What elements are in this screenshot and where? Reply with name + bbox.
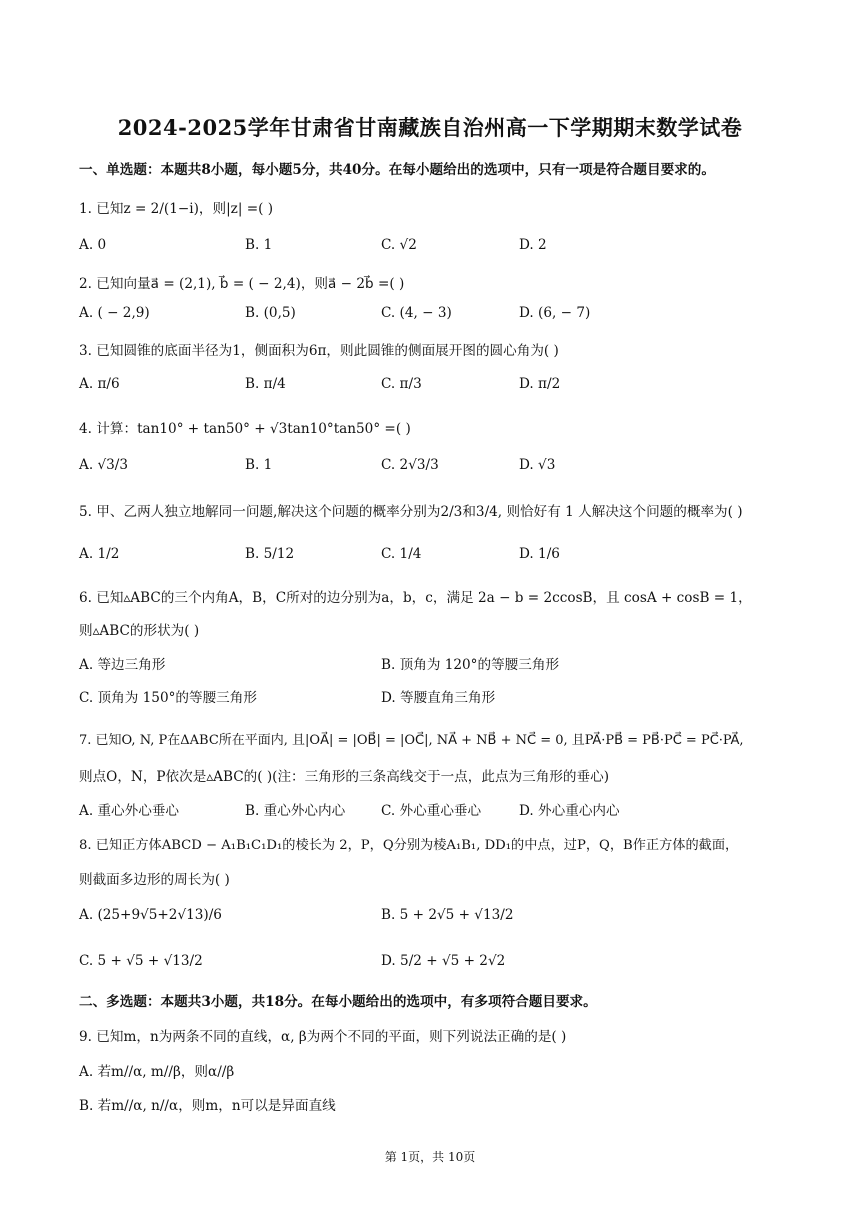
option-d: D. π/2 <box>519 376 561 392</box>
option-a: A. √3/3 <box>79 457 128 473</box>
option-b: B. 5/12 <box>245 546 295 562</box>
option-a: A. 1/2 <box>79 546 120 562</box>
option-d: D. 2 <box>519 237 547 253</box>
option-c: C. (4, − 3) <box>381 305 452 321</box>
option-d: D. (6, − 7) <box>519 305 591 321</box>
question-3-options <box>79 376 785 400</box>
option-a: A. π/6 <box>79 376 120 392</box>
question-8-options-row-1 <box>79 907 785 931</box>
option-c: C. 外心重心垂心 <box>381 803 482 819</box>
question-6-options-row-2 <box>79 686 785 710</box>
question-7-stem: 7. 已知O, N, P在ΔABC所在平面内, 且|OA⃗| = |OB⃗| = |OC⃗|, NA⃗ + NB⃗ + NC⃗ = 0, 且PA⃗·PB⃗ = PB⃗·PC⃗ = PC⃗·PA⃗, <box>79 733 744 748</box>
option-b: B. 顶角为 120°的等腰三角形 <box>381 657 560 673</box>
question-7-options <box>79 799 785 823</box>
option-c: C. 2√3/3 <box>381 457 439 473</box>
option-d: D. 5/2 + √5 + 2√2 <box>381 953 506 969</box>
question-9-option-a: A. 若m//α, m//β，则α//β <box>79 1064 235 1080</box>
option-c: C. π/3 <box>381 376 422 392</box>
question-4-options <box>79 457 785 481</box>
option-a: A. (25+9√5+2√13)/6 <box>79 907 222 923</box>
option-b: B. π/4 <box>245 376 286 392</box>
option-b: B. 1 <box>245 457 273 473</box>
option-a: A. 0 <box>79 237 107 253</box>
option-c: C. √2 <box>381 237 417 253</box>
option-d: D. 1/6 <box>519 546 560 562</box>
question-5-options <box>79 546 785 570</box>
option-a: A. ( − 2,9) <box>79 305 150 321</box>
option-c: C. 顶角为 150°的等腰三角形 <box>79 690 257 706</box>
question-9-stem: 9. 已知m，n为两条不同的直线，α, β为两个不同的平面，则下列说法正确的是( ) <box>79 1029 567 1045</box>
question-7-stem-continued: 则点O，N，P依次是▵ABC的( )(注：三角形的三条高线交于一点，此点为三角形的垂心) <box>79 769 610 785</box>
option-a: A. 等边三角形 <box>79 657 166 673</box>
option-c: C. 1/4 <box>381 546 422 562</box>
section-heading-multiple-choice: 二、多选题：本题共3小题，共18分。在每小题给出的选项中，有多项符合题目要求。 <box>79 994 597 1010</box>
section-heading-single-choice: 一、单选题：本题共8小题，每小题5分，共40分。在每小题给出的选项中，只有一项是符合题目要求的。 <box>79 162 715 178</box>
option-b: B. 1 <box>245 237 273 253</box>
question-4-stem: 4. 计算：tan10° + tan50° + √3tan10°tan50° =( ) <box>79 421 411 437</box>
question-6-stem: 6. 已知▵ABC的三个内角A，B，C所对的边分别为a，b，c，满足 2a − b = 2ccosB，且 cosA + cosB = 1， <box>79 590 752 606</box>
question-8-options-row-2 <box>79 953 785 977</box>
question-2-options <box>79 305 785 329</box>
question-3-stem: 3. 已知圆锥的底面半径为1，侧面积为6π，则此圆锥的侧面展开图的圆心角为( ) <box>79 343 559 359</box>
option-d: D. √3 <box>519 457 556 473</box>
question-8-stem: 8. 已知正方体ABCD − A₁B₁C₁D₁的棱长为 2，P，Q分别为棱A₁B₁, DD₁的中点，过P，Q，B作正方体的截面， <box>79 838 739 853</box>
option-b: B. 重心外心内心 <box>245 803 346 819</box>
page-title: 2024-2025学年甘肃省甘南藏族自治州高一下学期期末数学试卷 <box>117 115 743 140</box>
question-1-options <box>79 237 785 261</box>
question-2-stem: 2. 已知向量a⃗ = (2,1), b⃗ = ( − 2,4)，则a⃗ − 2b⃗ =( ) <box>79 276 405 292</box>
option-a: A. 重心外心垂心 <box>79 803 180 819</box>
option-d: D. 外心重心内心 <box>519 803 620 819</box>
option-b: B. 5 + 2√5 + √13/2 <box>381 907 514 923</box>
option-b: B. (0,5) <box>245 305 296 321</box>
question-5-stem: 5. 甲、乙两人独立地解同一问题,解决这个问题的概率分别为2/3和3/4, 则恰好有 1 人解决这个问题的概率为( ) <box>79 504 743 520</box>
question-6-stem-continued: 则▵ABC的形状为( ) <box>79 623 200 639</box>
page-footer: 第 1页，共 10页 <box>384 1150 476 1164</box>
option-d: D. 等腰直角三角形 <box>381 690 496 706</box>
question-1-stem: 1. 已知z = 2/(1−i)，则|z| =( ) <box>79 201 274 217</box>
question-8-stem-continued: 则截面多边形的周长为( ) <box>79 872 230 888</box>
option-c: C. 5 + √5 + √13/2 <box>79 953 203 969</box>
question-9-option-b: B. 若m//α, n//α，则m，n可以是异面直线 <box>79 1098 336 1114</box>
question-6-options-row-1 <box>79 653 785 677</box>
